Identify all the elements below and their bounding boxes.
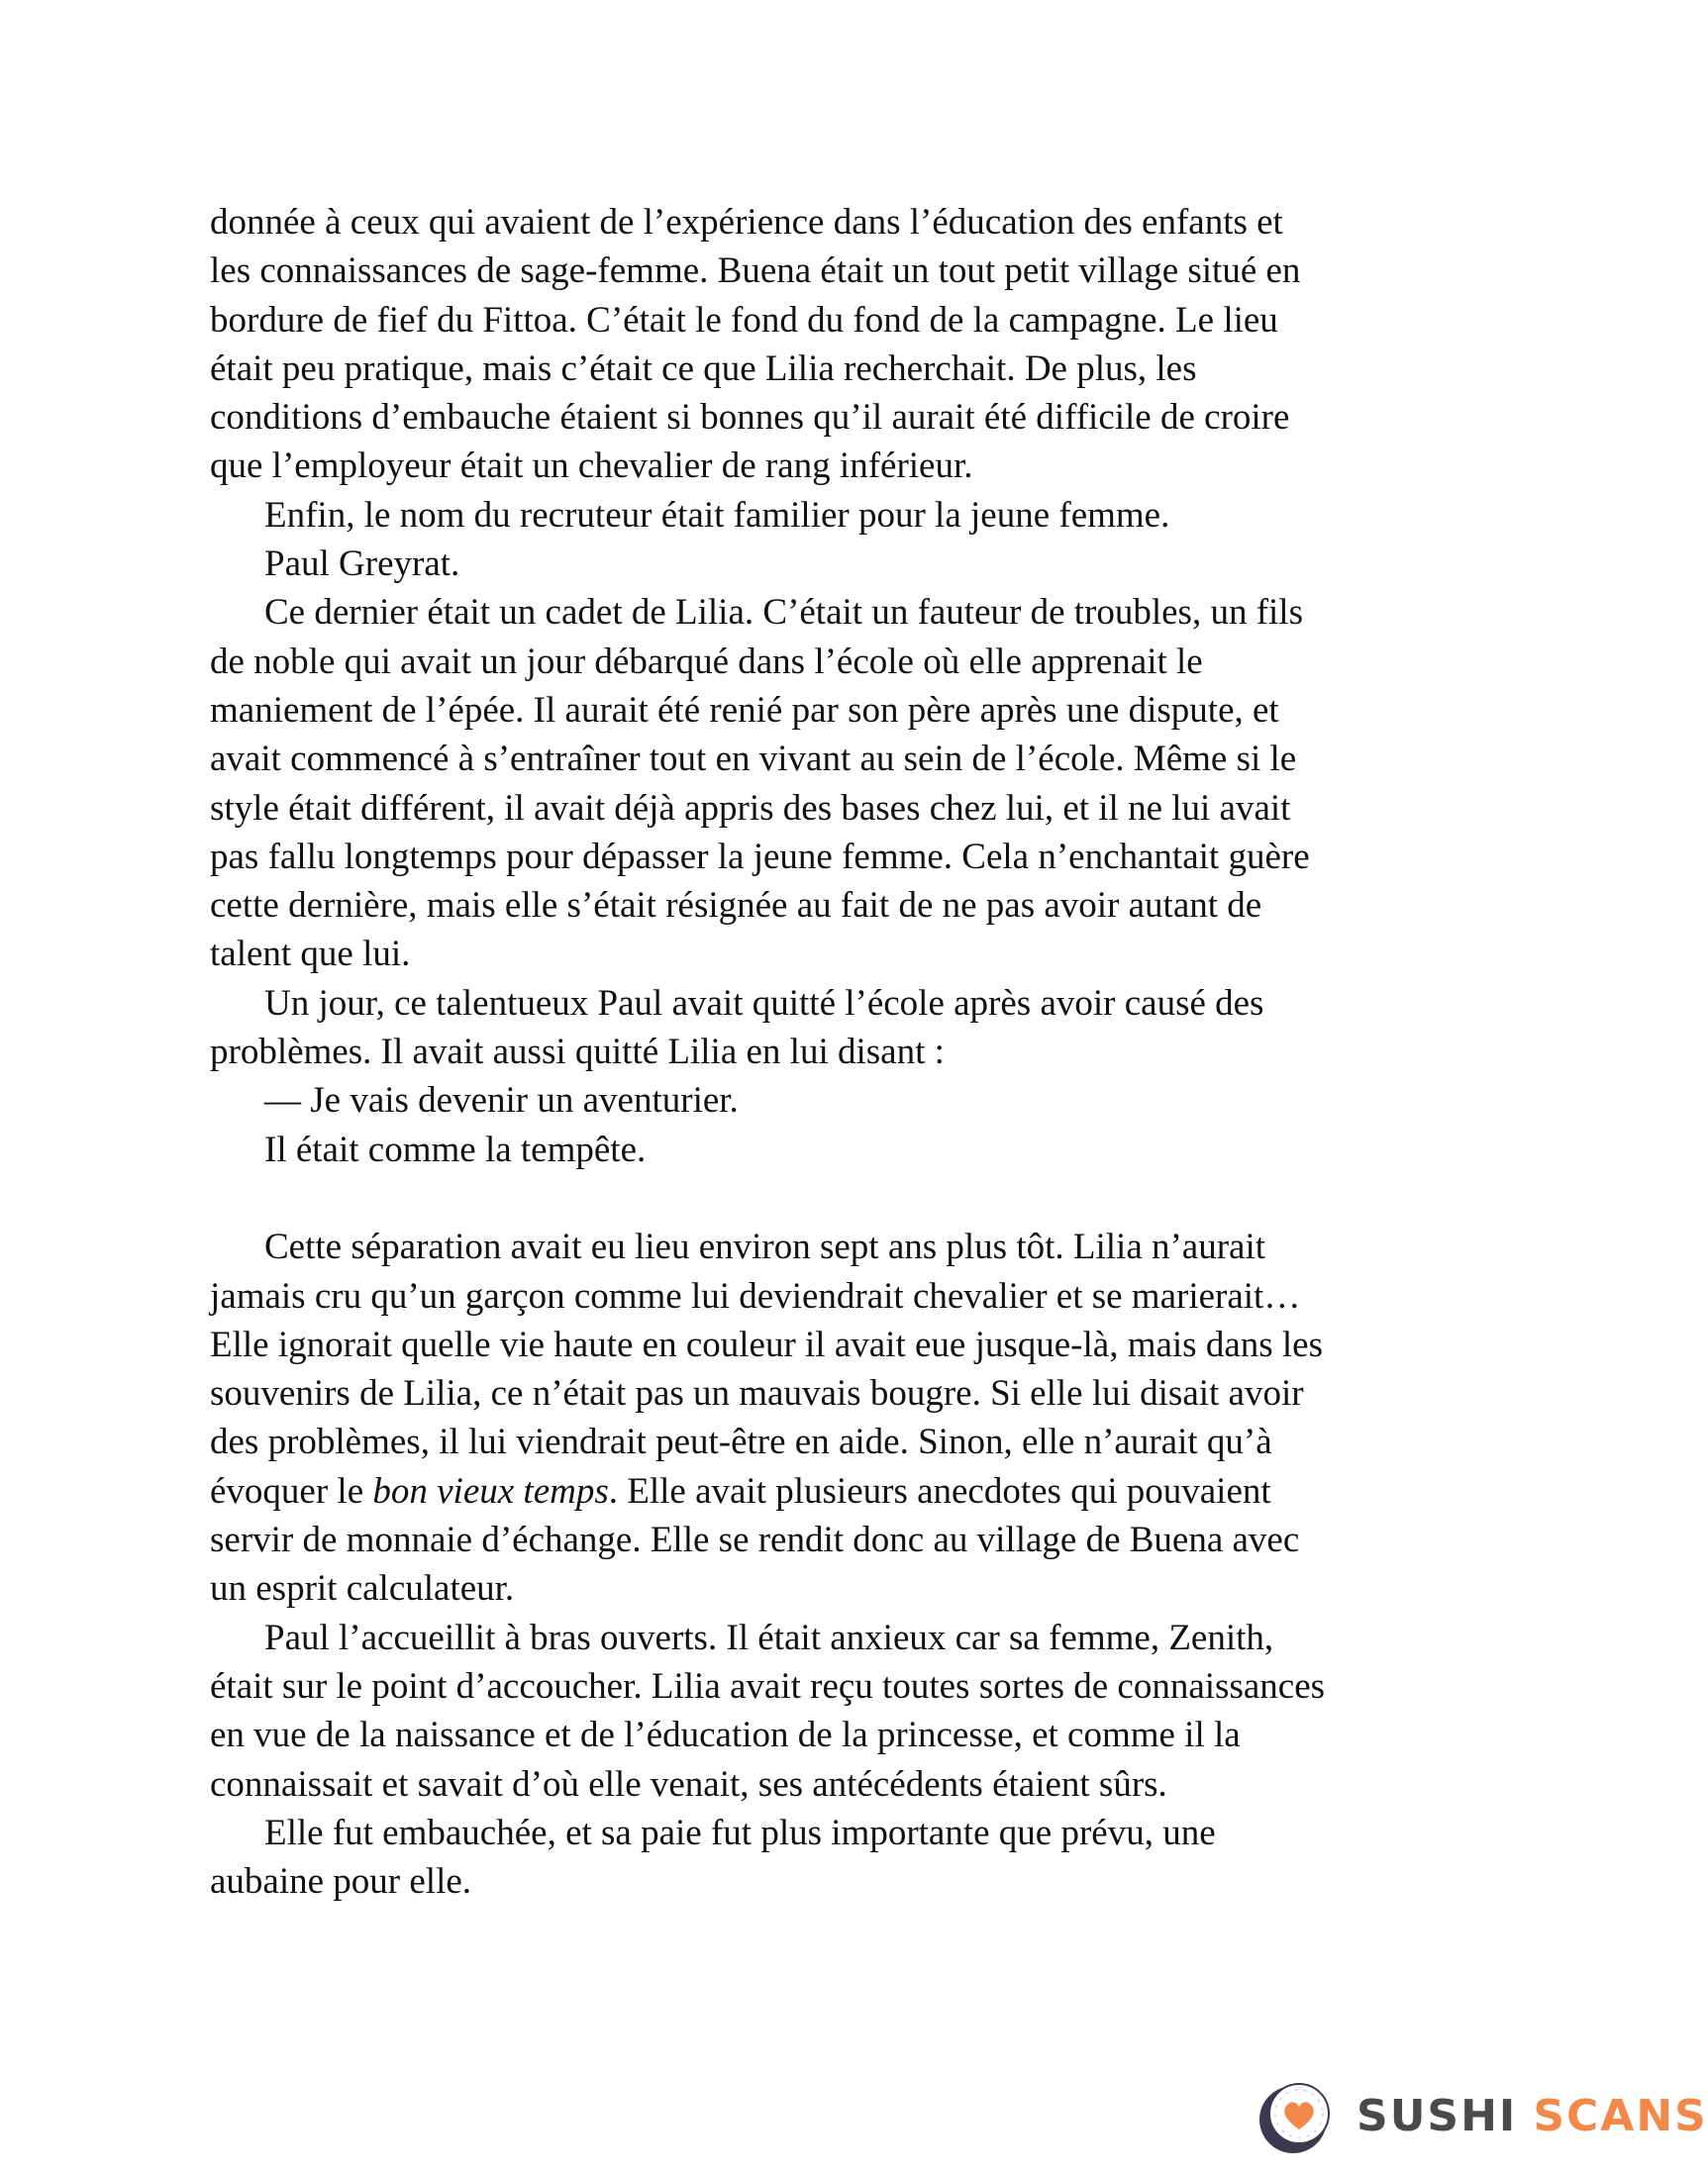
text-line [210, 1662, 1497, 1711]
text-segment: Elle fut embauchée, et sa paie fut plus importante que prévu, une [264, 1812, 1216, 1853]
text-line [210, 1174, 1497, 1223]
text-line [210, 247, 1497, 295]
text-line [210, 393, 1497, 442]
text-line [210, 1369, 1497, 1418]
text-line [210, 442, 1497, 490]
text-line [210, 491, 1497, 540]
text-segment: Un jour, ce talentueux Paul avait quitté l’école après avoir causé des [264, 982, 1264, 1024]
text-line [210, 1711, 1497, 1759]
text-line [210, 1516, 1497, 1564]
text-segment: Il était comme la tempête. [264, 1129, 647, 1170]
text-line [210, 1321, 1497, 1369]
text-line [210, 1076, 1497, 1125]
text-segment: les connaissances de sage-femme. Buena était un tout petit village situé en [210, 250, 1301, 292]
text-line [210, 833, 1497, 881]
italic-text: bon vieux temps [372, 1470, 609, 1512]
text-line [210, 1418, 1497, 1466]
text-line [210, 979, 1497, 1028]
text-line [210, 686, 1497, 735]
text-segment: jamais cru qu’un garçon comme lui deviendrait chevalier et se marierait… [210, 1275, 1301, 1317]
text-line [210, 540, 1497, 588]
text-segment: un esprit calculateur. [210, 1568, 515, 1610]
text-segment: de noble qui avait un jour débarqué dans l’école où elle apprenait le [210, 641, 1203, 682]
text-segment: conditions d’embauche étaient si bonnes qu’il aurait été difficile de croire [210, 397, 1290, 439]
text-segment: Ce dernier était un cadet de Lilia. C’était un fauteur de troubles, un fils [264, 592, 1303, 634]
text-line [210, 1760, 1497, 1809]
text-segment: en vue de la naissance et de l’éducation de la princesse, et comme il la [210, 1715, 1241, 1756]
text-line [210, 1564, 1497, 1613]
text-line [210, 1614, 1497, 1662]
text-segment: servir de monnaie d’échange. Elle se rendit donc au village de Buena avec [210, 1520, 1300, 1561]
text-line [210, 930, 1497, 978]
text-line [210, 1809, 1497, 1857]
text-segment: maniement de l’épée. Il aurait été renié par son père après une dispute, et [210, 689, 1279, 731]
text-segment: bordure de fief du Fittoa. C’était le fond du fond de la campagne. Le lieu [210, 299, 1278, 341]
text-line [210, 784, 1497, 833]
text-segment: était sur le point d’accoucher. Lilia avait reçu toutes sortes de connaissances [210, 1665, 1326, 1707]
text-segment: aubaine pour elle. [210, 1861, 472, 1903]
text-segment: Cette séparation avait eu lieu environ sept ans plus tôt. Lilia n’aurait [264, 1227, 1266, 1268]
sushi-roll-icon [1257, 2078, 1335, 2155]
logo-word-sushi: SUSHI [1356, 2091, 1518, 2141]
text-segment: talent que lui. [210, 934, 411, 975]
text-segment: Enfin, le nom du recruteur était familier pour la jeune femme. [264, 494, 1170, 536]
text-segment: Elle ignorait quelle vie haute en couleur il avait eue jusque-là, mais dans les [210, 1324, 1324, 1365]
text-segment: était peu pratique, mais c’était ce que Lilia recherchait. De plus, les [210, 347, 1197, 389]
body-text [210, 198, 1497, 1906]
text-segment: Paul l’accueillit à bras ouverts. Il était anxieux car sa femme, Zenith, [264, 1617, 1274, 1658]
text-segment: connaissait et savait d’où elle venait, ses antécédents étaient sûrs. [210, 1763, 1167, 1805]
text-segment: évoquer le [210, 1470, 373, 1512]
text-segment: donnée à ceux qui avaient de l’expérience dans l’éducation des enfants et [210, 202, 1283, 243]
text-segment: que l’employeur était un chevalier de rang inférieur. [210, 446, 973, 487]
text-line [210, 588, 1497, 637]
text-segment: Paul Greyrat. [264, 544, 460, 585]
text-line [210, 881, 1497, 930]
text-line [210, 1223, 1497, 1271]
text-line [210, 1272, 1497, 1321]
text-line [210, 638, 1497, 686]
text-segment: pas fallu longtemps pour dépasser la jeune femme. Cela n’enchantait guère [210, 836, 1310, 877]
text-segment: — Je vais devenir un aventurier. [264, 1080, 739, 1122]
text-line [210, 296, 1497, 345]
text-line [210, 1028, 1497, 1076]
text-segment: souvenirs de Lilia, ce n’était pas un mauvais bougre. Si elle lui disait avoir [210, 1373, 1304, 1415]
text-line [210, 1126, 1497, 1174]
text-segment: problèmes. Il avait aussi quitté Lilia en lui disant : [210, 1032, 945, 1073]
sushi-scans-logo [1257, 2079, 1708, 2153]
text-segment: avait commencé à s’entraîner tout en vivant au sein de l’école. Même si le [210, 739, 1297, 780]
logo-word-scans: SCANS [1533, 2091, 1708, 2141]
text-segment: style était différent, il avait déjà appris des bases chez lui, et il ne lui avait [210, 787, 1291, 829]
text-segment: cette dernière, mais elle s’était résignée au fait de ne pas avoir autant de [210, 885, 1262, 927]
text-line [210, 1467, 1497, 1516]
text-segment: des problèmes, il lui viendrait peut-être en aide. Sinon, elle n’aurait qu’à [210, 1422, 1272, 1463]
text-line [210, 735, 1497, 783]
text-line [210, 1857, 1497, 1906]
text-segment: . Elle avait plusieurs anecdotes qui pouvaient [608, 1470, 1271, 1512]
text-line [210, 198, 1497, 247]
text-line [210, 345, 1497, 393]
